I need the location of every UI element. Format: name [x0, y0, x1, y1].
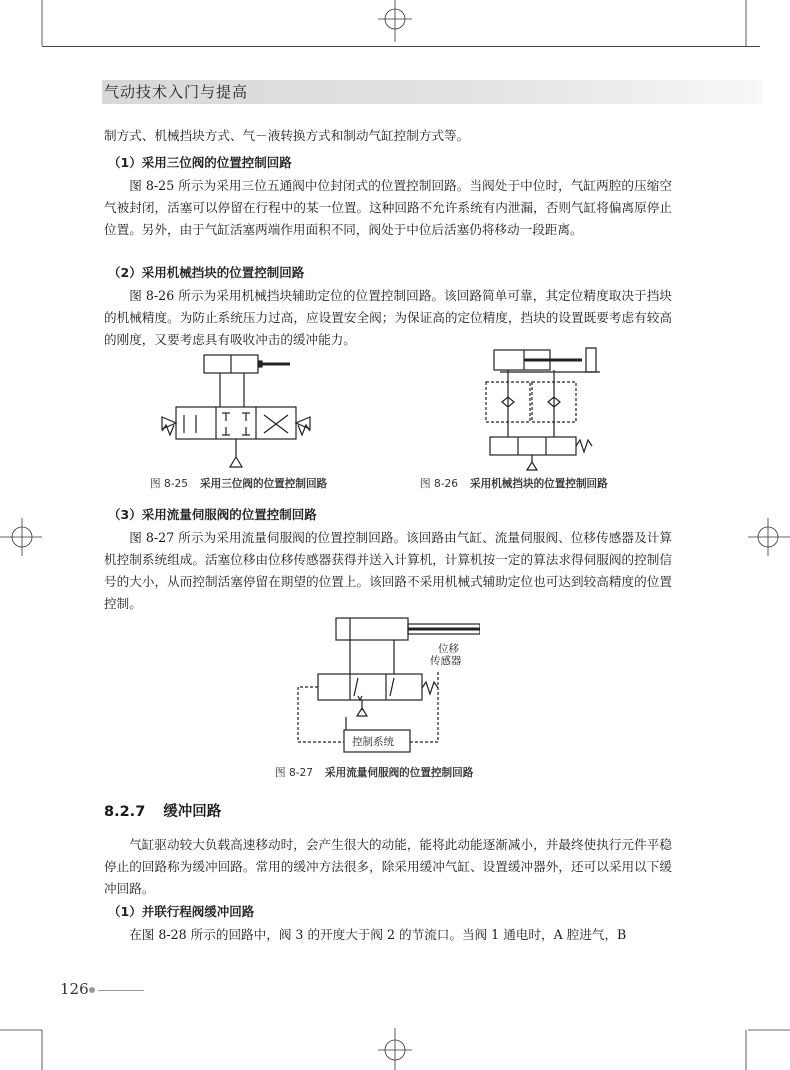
- section-827-number: 8.2.7: [104, 804, 146, 820]
- section-827-title: 缓冲回路: [163, 804, 222, 820]
- page-number: 126: [60, 980, 89, 998]
- section-2-body: 图 8-26 所示为采用机械挡块辅助定位的位置控制回路。该回路简单可靠，其定位精度取决于挡块的机械精度。为防止系统压力过高，应设置安全阀；为保证高的定位精度，挡块的设置既要考虑有较高的刚度，又要考虑具有吸收冲击的缓冲能力。: [104, 288, 672, 347]
- figure-8-25-caption: [150, 476, 327, 491]
- figure-8-25-title: 采用三位阀的位置控制回路: [200, 478, 328, 490]
- figure-8-27-sensor-label-2: 传感器: [430, 655, 462, 667]
- section-3-body: 图 8-27 所示为采用流量伺服阀的位置控制回路。该回路由气缸、流量伺服阀、位移传感器及计算机控制系统组成。活塞位移由位移传感器获得并送入计算机，计算机按一定的算法求得伺服阀的控制信号的大小，从而控制活塞停留在期望的位置上。该回路不采用机械式辅助定位也可达到较高精度的位置控制。: [104, 530, 672, 611]
- figure-8-26-diagram: [460, 342, 620, 472]
- section-827-heading: [104, 800, 221, 821]
- section-827-sub-body: 在图 8-28 所示的回路中，阀 3 的开度大于阀 2 的节流口。当阀 1 通电时，A 腔进气，B: [129, 927, 627, 942]
- page-number-rule: [98, 990, 144, 991]
- section-1-heading: （1）采用三位阀的位置控制回路: [108, 155, 292, 170]
- figure-8-27-number: 图 8-27: [275, 767, 314, 779]
- intro-line: 制方式、机械挡块方式、气－液转换方式和制动气缸控制方式等。: [104, 128, 470, 143]
- header-rule: [42, 46, 760, 47]
- figure-8-26-number: 图 8-26: [420, 478, 459, 490]
- section-2-heading: （2）采用机械挡块的位置控制回路: [108, 265, 305, 280]
- figure-8-27-caption: [275, 765, 473, 780]
- section-3-heading: （3）采用流量伺服阀的位置控制回路: [108, 507, 317, 522]
- figure-8-27-title: 采用流量伺服阀的位置控制回路: [325, 767, 474, 779]
- running-header-title: 气动技术入门与提高: [104, 83, 249, 101]
- figure-8-25-diagram: [160, 345, 330, 470]
- section-827-body: 气缸驱动较大负载高速移动时，会产生很大的动能，能将此动能逐渐减小，并最终使执行元件平稳停止的回路称为缓冲回路。常用的缓冲方法很多，除采用缓冲气缸、设置缓冲器外，还可以采用以下缓冲回路。: [104, 837, 672, 896]
- section-1-body: 图 8-25 所示为采用三位五通阀中位封闭式的位置控制回路。当阀处于中位时，气缸两腔的压缩空气被封闭，活塞可以停留在行程中的某一位置。这种回路不允许系统有内泄漏，否则气缸将偏离原停止位置。另外，由于气缸活塞两端作用面积不同，阀处于中位后活塞仍将移动一段距离。: [104, 178, 672, 237]
- figure-8-26-caption: [420, 476, 608, 491]
- section-827-sub-heading: （1）并联行程阀缓冲回路: [108, 904, 255, 919]
- figure-8-27-sensor-label-1: 位移: [438, 643, 459, 655]
- figure-8-27-diagram: [290, 612, 480, 762]
- figure-8-26-title: 采用机械挡块的位置控制回路: [470, 478, 608, 490]
- figure-8-25-number: 图 8-25: [150, 478, 189, 490]
- figure-8-27-control-label: 控制系统: [352, 736, 394, 748]
- page-number-dot: [89, 987, 95, 993]
